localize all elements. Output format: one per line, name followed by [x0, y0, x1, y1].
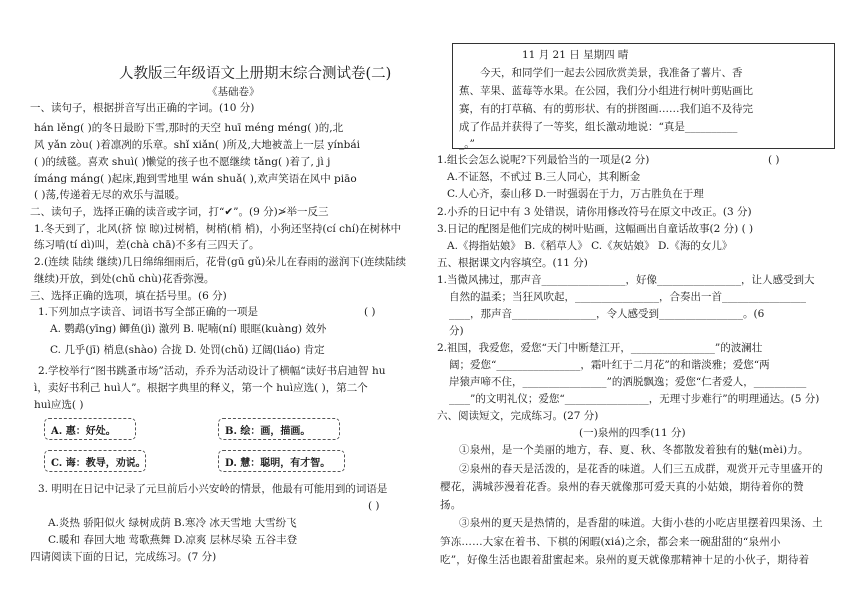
fill-line: 阔；爱您“________________，霜叶红于二月花”的和谐淡雅；爱您“两 — [449, 359, 770, 371]
section1-heading: 一、读句子，根据拼音写出正确的字词。(10 分) — [30, 102, 255, 114]
diary-date: 11 月 21 日 星期四 晴 — [522, 49, 629, 61]
fill-line: ____”的文明礼仪；爱您“________________，无理寸步难行”的明理通达。(5 分) — [449, 393, 820, 405]
choice-line: A.《拇指姑娘》 B.《稻草人》 C.《灰姑娘》 D.《海的女儿》 — [447, 240, 733, 252]
fill-line: 岸猿声啼不住，________________”的洒脱飘逸；爱您“仁者爱人，__________ — [449, 376, 807, 388]
answer-paren: ( ) — [768, 154, 780, 166]
section1-line: ímáng máng( )起床,跑到雪地里 wán shuǎ( ),欢声笑语在风中 piāo — [34, 173, 357, 185]
choice-line: C.人心齐，泰山移 D.一时强弱在于力，万古胜负在于理 — [447, 188, 704, 200]
question-text: 2.学校举行“图书跳蚤市场”活动，乔乔为活动设计了横幅“读好书启迪智 hu — [38, 365, 386, 377]
section2-heading: 二、读句子，选择正确的读音或字词，打“✔”。(9 分)≯举一反三 — [30, 206, 329, 218]
reading-paragraph: ①泉州，是一个美丽的地方，春、夏、秋、冬都散发着独有的魅(mèi)力。 — [459, 444, 809, 456]
choice-line: A.不证怒，不甙过 B.三人同心，其利断金 — [447, 171, 641, 183]
section1-line: ( )荡,传递着无尽的欢乐与温暖。 — [34, 189, 186, 201]
reading-paragraph: ②泉州的春天是活泼的，是花香的味道。人们三五成群，观赏开元寺里盛开的 — [459, 463, 823, 475]
question-text: 3.日记的配图是他们完成的树叶贴画，这幅画出自童话故事(2 分) ( ) — [437, 223, 754, 235]
diary-line: _。” — [459, 138, 475, 150]
diary-line: 今天，和同学们一起去公园欣赏美景，我准备了薯片、香 — [480, 67, 743, 79]
question-text: 2.小乔的日记中有 3 处错误，请你用修改符号在原文中改正。(3 分) — [437, 206, 752, 218]
section2-line: 1.冬天到了，北风(挤 惊 晾)过树梢，树梢(梢 梢)，小狗还坚持(cí chí)在树林中 — [34, 223, 402, 235]
section5-heading: 五、根据课文内容填空。(11 分) — [437, 257, 588, 269]
section1-line: 风 yǎn zòu( )着凛冽的乐章。shǐ xiǎn( )所及,大地被盖上一层 yínbái — [34, 139, 361, 151]
question-text: huì应选( ) — [34, 399, 84, 411]
fill-line: 分) — [449, 325, 464, 337]
reading-title: (一)泉州的四季(11 分) — [579, 427, 686, 439]
paper-subtitle: 《基础卷》 — [207, 86, 260, 98]
reading-paragraph: 笋冻……大家在着书、下棋的闲暇(xiá)之余，都会来一碗甜甜的“泉州小 — [440, 536, 781, 548]
section1-line: ( )的绒毯。喜欢 shuì( )懒觉的孩子也不愿继续 tǎng( )着了, jì j — [34, 156, 331, 168]
question-text: 3. 明明在日记中记录了元旦前后小兴安岭的情景，他最有可能用到的词语是 — [38, 483, 388, 495]
question-text: ì，卖好书利己 huì人”。根据字典里的释义，第一个 huì应选( )，第二个 — [34, 382, 368, 394]
option-c-card: C. 诲：教导，劝说。 — [44, 450, 146, 472]
reading-paragraph: 扬。 — [440, 499, 462, 511]
reading-paragraph: ③泉州的夏天是热情的，是香甜的味道。大街小巷的小吃店里摆着四果汤、土 — [459, 517, 823, 529]
choice-line: C. 几乎(jī) 梢息(shào) 合拢 D. 处罚(chǔ) 辽阔(liáo) 肯定 — [50, 344, 325, 356]
reading-paragraph: 吃”，好像生活也跟着甜蜜起来。泉州的夏天就像那精神十足的小伙子，期待着 — [440, 554, 810, 566]
fill-line: 1.当微风拂过，那声音________________，好像________________，让人感受到大 — [437, 274, 815, 286]
fill-line: ____，那声音________________，令人感受到________________。(6 — [449, 308, 765, 320]
diary-line: 蕉、苹果、蓝莓等水果。在公园，我们分小组进行树叶剪贴画比 — [459, 85, 753, 97]
fill-line: 自然的温柔；当狂风吹起，________________，合奏出一首________________ — [449, 291, 806, 303]
option-a-card: A. 惠：好处。 — [44, 418, 136, 440]
choice-line: A.炎热 骄阳似火 绿树成荫 B.寒冷 冰天雪地 大雪纷飞 — [48, 517, 297, 529]
section3-heading: 三、选择正确的选项，填在括号里。(6 分) — [30, 290, 227, 302]
section2-line: 继续)开放，到处(chǔ chù)花香弥漫。 — [34, 273, 215, 285]
option-d-card: D. 慧：聪明，有才智。 — [218, 450, 345, 472]
diary-line: 成了作品并获得了一等奖，组长激动地说：“真是__________ — [459, 121, 738, 133]
section6-heading: 六、阅读短文，完成练习。(27 分) — [437, 410, 599, 422]
section2-line: 2.(连续 陆续 继续)几日绵绵细雨后，花骨(gū gǔ)朵儿在春雨的滋润下(连续陆续 — [34, 256, 406, 268]
section4-heading: 四请阅读下面的日记，完成练习。(7 分) — [30, 551, 217, 563]
answer-paren: ( ) — [364, 306, 376, 318]
paper-title: 人教版三年级语文上册期末综合测试卷(二) — [119, 66, 392, 82]
diary-line: 赛，有的打草稿、有的剪形状、有的拼图画……我们追不及待完 — [459, 103, 753, 115]
question-text: 1.下列加点字读音、词语书写全部正确的一项是 — [38, 306, 259, 318]
fill-line: 2.祖国，我爱您，爱您“天门中断楚江开，________________”的波澜壮 — [437, 342, 763, 354]
option-b-card: B. 绘：画，描画。 — [218, 418, 340, 440]
reading-paragraph: 樱花，满城莎漫着花香。泉州的春天就像那可爱天真的小姑娘，期待着你的赞 — [440, 481, 804, 493]
choice-line: A. 鹦鹉(yīng) 鲫鱼(jì) 激列 B. 呢喃(ní) 眼眶(kuàng) 效外 — [50, 323, 327, 335]
question-text: 1.组长会怎么说呢?下列最恰当的一项是(2 分) — [437, 154, 650, 166]
section2-line: 练习啃(tí dì)叫，差(chà chā)不多有三四天了。 — [34, 239, 260, 251]
answer-paren: ( ) — [368, 500, 380, 512]
section1-line: hán lěng( )的冬日最盼下雪,那时的天空 huī méng méng( )的,北 — [34, 122, 344, 134]
choice-line: C.暖和 春回大地 莺歌燕舞 D.凉爽 层林尽染 五谷丰登 — [48, 534, 298, 546]
